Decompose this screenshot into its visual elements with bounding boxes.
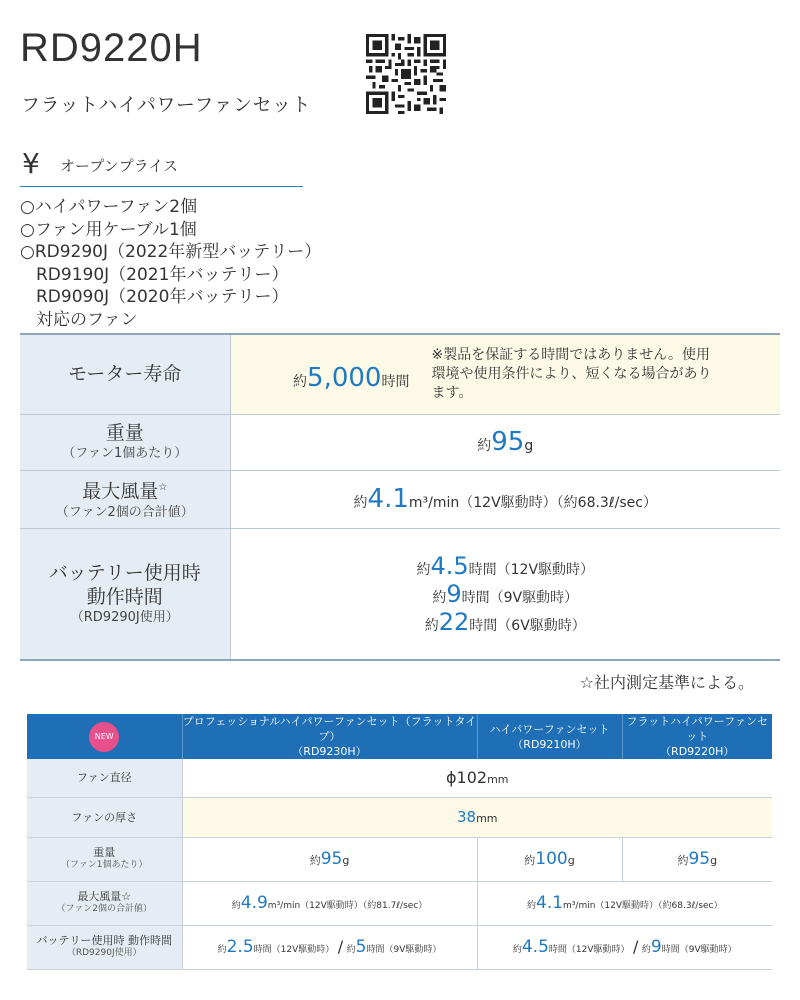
battery-row: 約4.5時間（12V駆動時）	[416, 551, 595, 580]
row-airflow	[27, 881, 772, 925]
spec-row-airflow	[20, 470, 780, 528]
cmp-battery-value: 約4.5時間（12V駆動時） / 約9時間（9V駆動時）	[477, 925, 772, 969]
row-battery	[27, 925, 772, 969]
price-row	[20, 145, 303, 187]
battery-value	[230, 528, 780, 660]
thickness-label: ファンの厚さ	[27, 797, 182, 837]
contents-item: ○ハイパワーファン2個	[20, 197, 198, 217]
row-weight	[27, 837, 772, 881]
contents-item: 対応のファン	[36, 309, 138, 330]
row-diameter	[27, 759, 772, 797]
cmp-airflow-label: 最大風量☆ （ファン2個の合計値）	[27, 881, 182, 925]
battery-row: 約22時間（6V駆動時）	[424, 607, 586, 636]
comparison-header	[27, 714, 772, 759]
weight-label: 重量 （ファン1個あたり）	[20, 414, 230, 470]
col-header-rd9210h: ハイパワーファンセット （RD9210H）	[477, 714, 622, 759]
weight-value: 約95g	[230, 414, 780, 470]
yen-symbol: ¥	[22, 147, 40, 180]
cmp-weight-value: 約100g	[477, 837, 622, 881]
contents-item: RD9190J（2021年バッテリー）	[36, 264, 289, 285]
motor-life-note: ※製品を保証する時間ではありません。使用環境や使用条件により、短くなる場合があります。	[431, 346, 712, 401]
cmp-airflow-value: 約4.1m³/min（12V駆動時）（約68.3ℓ/sec）	[477, 881, 772, 925]
cmp-battery-value: 約2.5時間（12V駆動時） / 約5時間（9V駆動時）	[182, 925, 477, 969]
cmp-battery-label: バッテリー使用時 動作時間 （RD9290J使用）	[27, 925, 182, 969]
cmp-weight-value: 約95g	[182, 837, 477, 881]
motor-life-label: モーター寿命	[20, 334, 230, 414]
model-number: RD9220H	[20, 26, 203, 70]
airflow-value: 約4.1m³/min（12V駆動時）（約68.3ℓ/sec）	[230, 470, 780, 528]
qr-code-icon[interactable]	[366, 34, 446, 114]
col-header-rd9220h: フラットハイパワーファンセット （RD9220H）	[622, 714, 772, 759]
cmp-weight-label: 重量 （ファン1個あたり）	[27, 837, 182, 881]
motor-life-value: 約5,000時間 ※製品を保証する時間ではありません。使用環境や使用条件により、短くなる場合があります。	[230, 334, 780, 414]
contents-item: RD9090J（2020年バッテリー）	[36, 287, 289, 307]
diameter-value: ϕ102mm	[182, 759, 772, 797]
product-subtitle: フラットハイパワーファンセット	[21, 94, 312, 116]
spec-table	[20, 333, 780, 661]
new-badge-cell	[27, 714, 182, 759]
new-badge: NEW	[89, 722, 119, 752]
battery-row: 約9時間（9V駆動時）	[432, 579, 579, 608]
cmp-airflow-value: 約4.9m³/min（12V駆動時）（約81.7ℓ/sec）	[182, 881, 477, 925]
row-thickness	[27, 797, 772, 837]
package-contents	[20, 196, 321, 331]
thickness-value: 38mm	[182, 797, 772, 837]
spec-row-motor	[20, 334, 780, 414]
footnote: ☆社内測定基準による。	[579, 673, 754, 692]
airflow-label: 最大風量☆ （ファン2個の合計値）	[20, 470, 230, 528]
cmp-weight-value: 約95g	[622, 837, 772, 881]
comparison-table	[27, 714, 772, 970]
spec-row-battery	[20, 528, 780, 660]
col-header-rd9230h: プロフェッショナルハイパワーファンセット（フラットタイプ） （RD9230H）	[182, 715, 477, 758]
price-label: オープンプライス	[60, 157, 179, 175]
spec-row-weight	[20, 414, 780, 470]
diameter-label: ファン直径	[27, 759, 182, 797]
contents-item: ○RD9290J（2022年新型バッテリー）	[20, 242, 322, 262]
contents-item: ○ファン用ケーブル1個	[20, 219, 197, 240]
battery-label: バッテリー使用時 動作時間 （RD9290J使用）	[20, 528, 230, 660]
